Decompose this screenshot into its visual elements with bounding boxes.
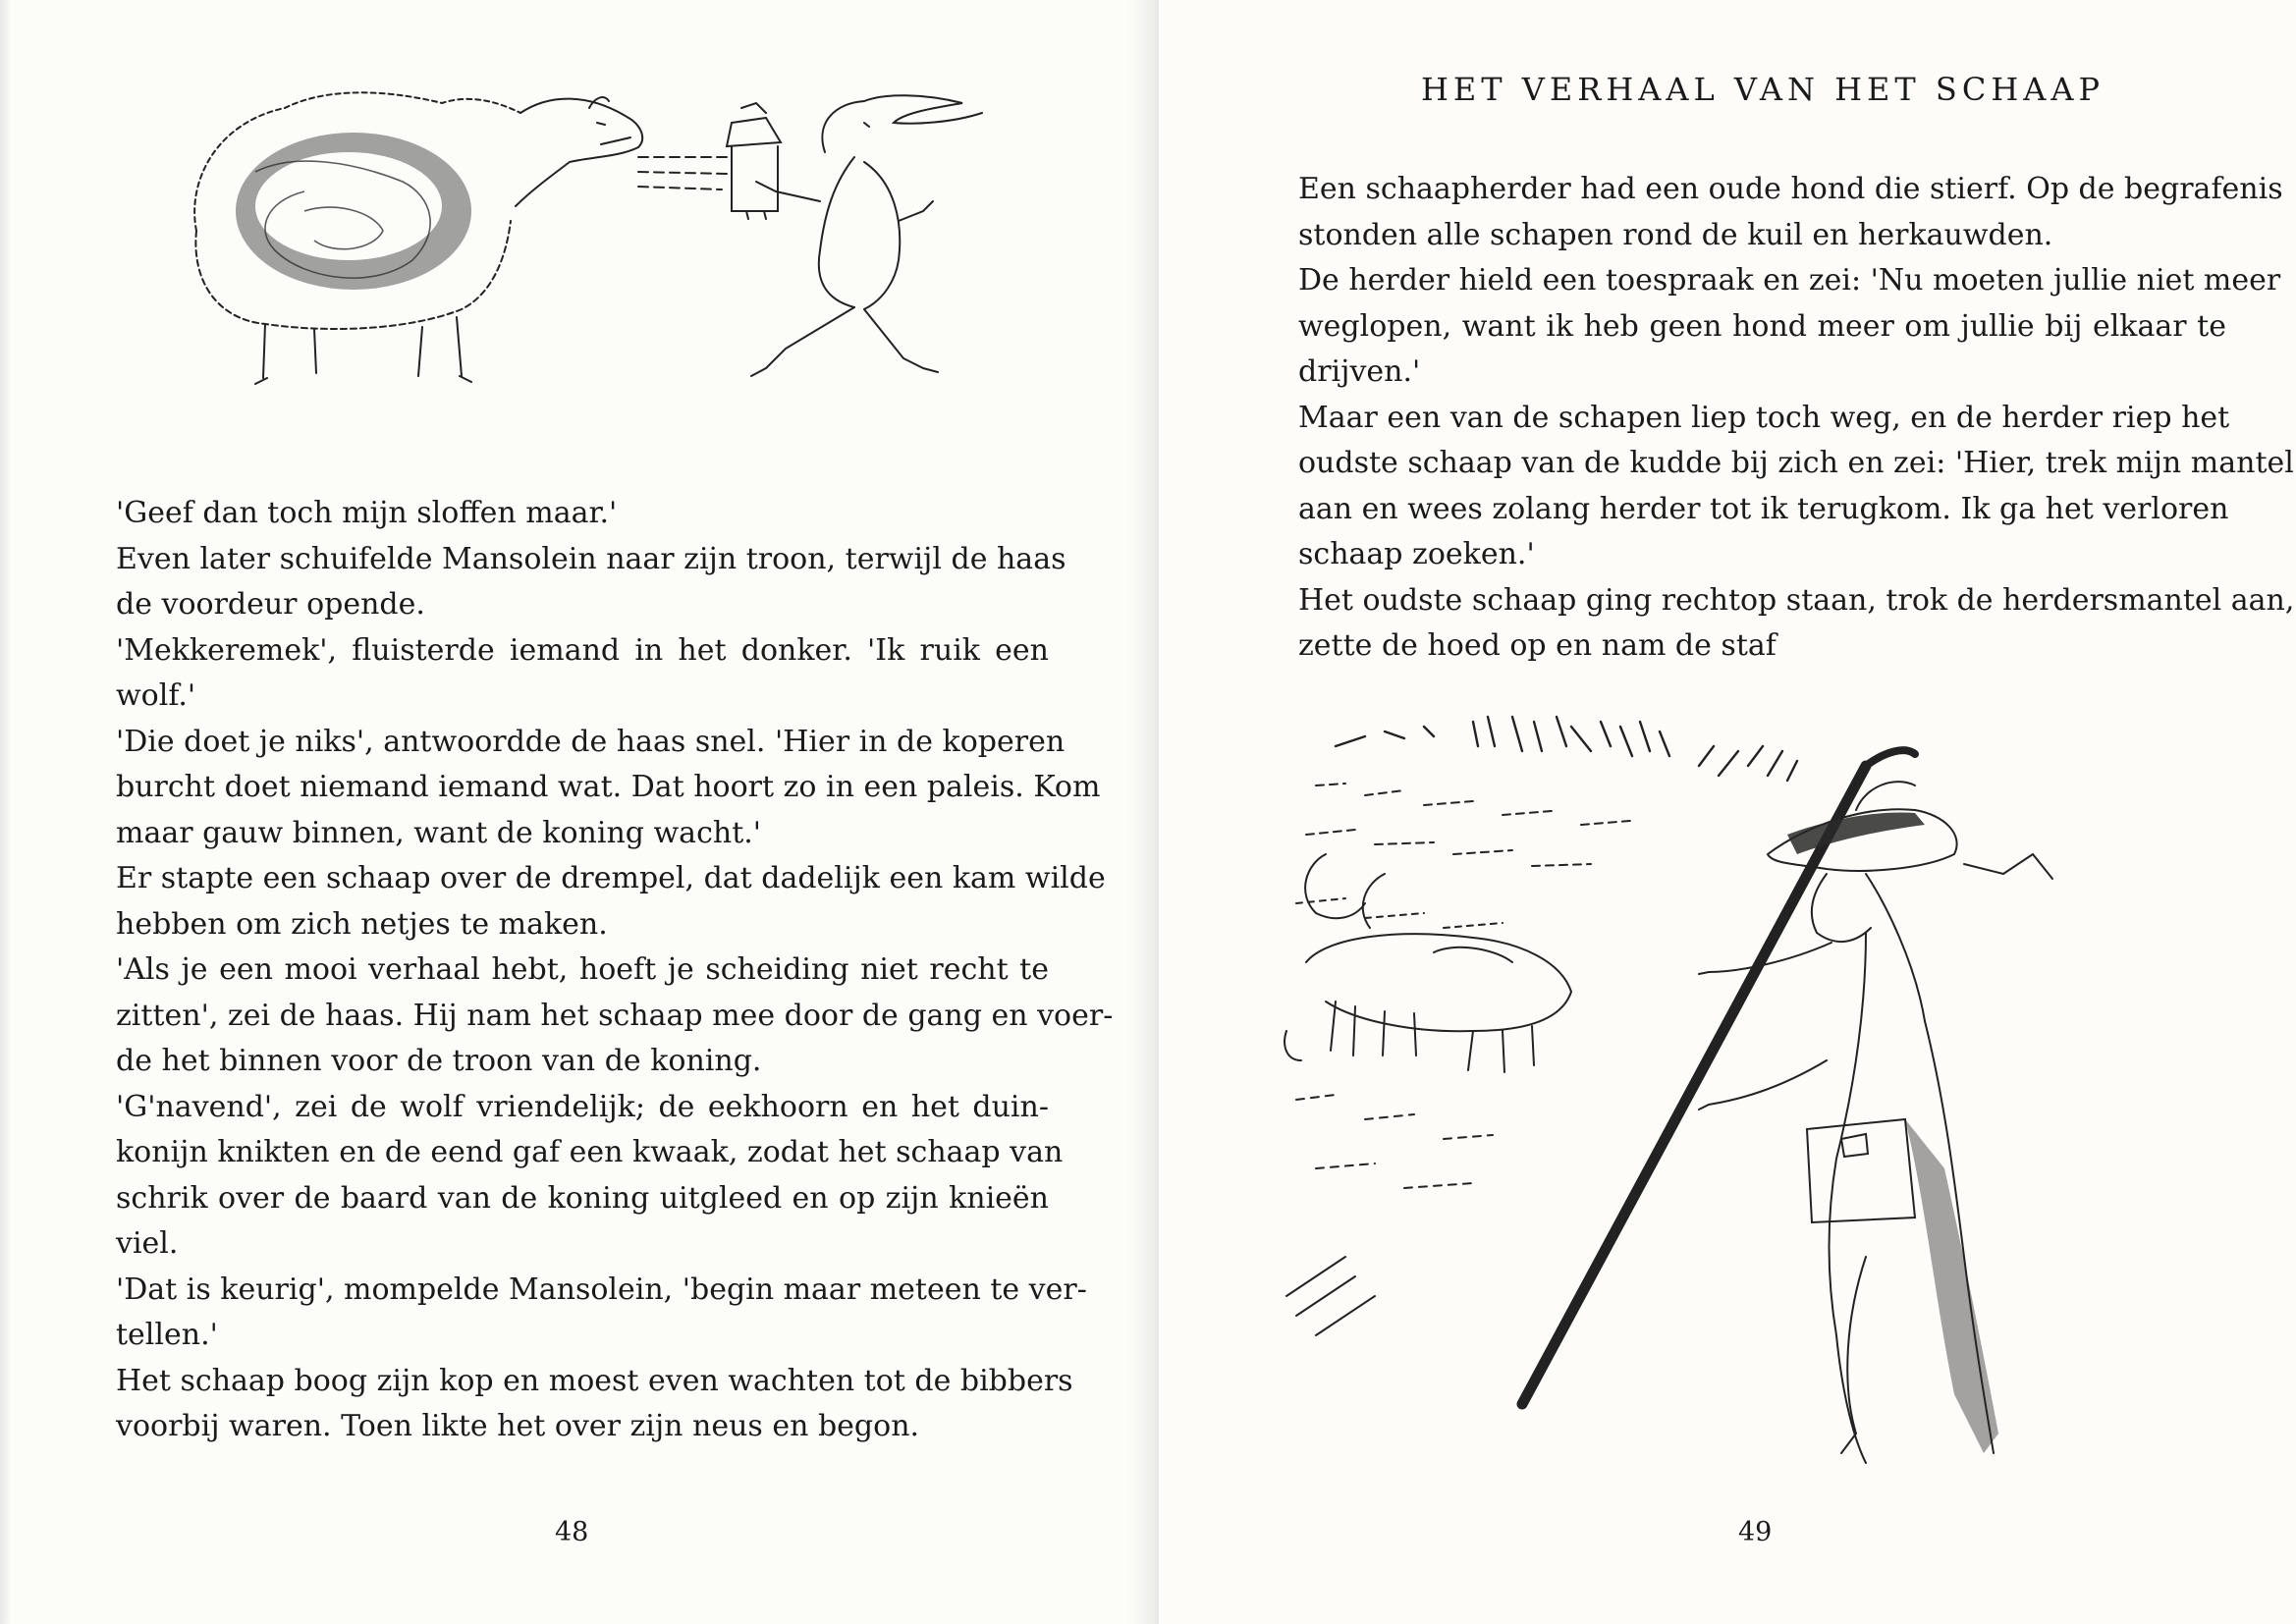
text-line: 'Als je een mooi verhaal hebt, hoeft je scheiding niet recht te: [116, 952, 1049, 987]
text-line: maar gauw binnen, want de koning wacht.': [116, 815, 762, 850]
text-line: de het binnen voor de troon van de koning.: [116, 1044, 762, 1078]
text-line: tellen.': [116, 1318, 218, 1352]
text-line: 'Dat is keurig', mompelde Mansolein, 'begin maar meteen te ver-: [116, 1272, 1087, 1307]
text-line: drijven.': [1298, 354, 1421, 389]
right-page-body-text: [1298, 167, 2295, 670]
text-line: aan en wees zolang herder tot ik terugkom. Ik ga het verloren: [1298, 491, 2229, 526]
text-line: viel.: [116, 1226, 179, 1261]
text-line: 'Mekkeremek', fluisterde iemand in het donker. 'Ik ruik een: [116, 632, 1049, 668]
text-line: weglopen, want ik heb geen hond meer om jullie bij elkaar te: [1298, 308, 2226, 344]
text-line: 'Geef dan toch mijn sloffen maar.': [116, 496, 618, 530]
text-line: Het oudste schaap ging rechtop staan, trok de herdersmantel aan,: [1298, 582, 2295, 618]
text-line: 'G'navend', zei de wolf vriendelijk; de eekhoorn en het duin-: [116, 1089, 1049, 1124]
page-edge-shadow: [0, 0, 12, 1624]
text-line: wolf.': [116, 678, 196, 713]
text-line: burcht doet niemand iemand wat. Dat hoort zo in een paleis. Kom: [116, 770, 1101, 804]
text-line: 'Die doet je niks', antwoordde de haas snel. 'Hier in de koperen: [116, 724, 1066, 759]
chapter-heading: HET VERHAAL VAN HET SCHAAP: [1421, 71, 2105, 108]
text-line: oudste schaap van de kudde bij zich en zei: 'Hier, trek mijn mantel: [1298, 446, 2294, 480]
page-number-right: 49: [1738, 1517, 1773, 1547]
text-line: de voordeur opende.: [116, 587, 425, 622]
page-number-left: 48: [555, 1517, 589, 1547]
text-line: schaap zoeken.': [1298, 537, 1535, 571]
text-line: Een schaapherder had een oude hond die stierf. Op de begrafenis: [1298, 172, 2283, 206]
text-line: konijn knikten en de eend gaf een kwaak, zodat het schaap van: [116, 1135, 1064, 1169]
text-line: hebben om zich netjes te maken.: [116, 906, 608, 942]
text-line: Maar een van de schapen liep toch weg, en de herder riep het: [1298, 400, 2230, 435]
text-line: zette de hoed op en nam de staf: [1298, 628, 1777, 663]
text-line: voorbij waren. Toen likte het over zijn neus en begon.: [116, 1409, 920, 1443]
left-page-body-text: [116, 491, 1114, 1450]
text-line: zitten', zei de haas. Hij nam het schaap mee door de gang en voer-: [116, 998, 1114, 1033]
sheep-shepherd-illustration: [1277, 707, 2229, 1483]
sheep-and-hare-illustration: [177, 64, 992, 388]
text-line: Even later schuifelde Mansolein naar zijn troon, terwijl de haas: [116, 541, 1066, 576]
text-line: De herder hield een toespraak en zei: 'Nu moeten jullie niet meer: [1298, 263, 2281, 298]
text-line: stonden alle schapen rond de kuil en herkauwden.: [1298, 217, 2053, 252]
text-line: Er stapte een schaap over de drempel, dat dadelijk een kam wilde: [116, 861, 1106, 895]
text-line: schrik over de baard van de koning uitgleed en op zijn knieën: [116, 1180, 1049, 1216]
text-line: Het schaap boog zijn kop en moest even wachten tot de bibbers: [116, 1363, 1073, 1398]
